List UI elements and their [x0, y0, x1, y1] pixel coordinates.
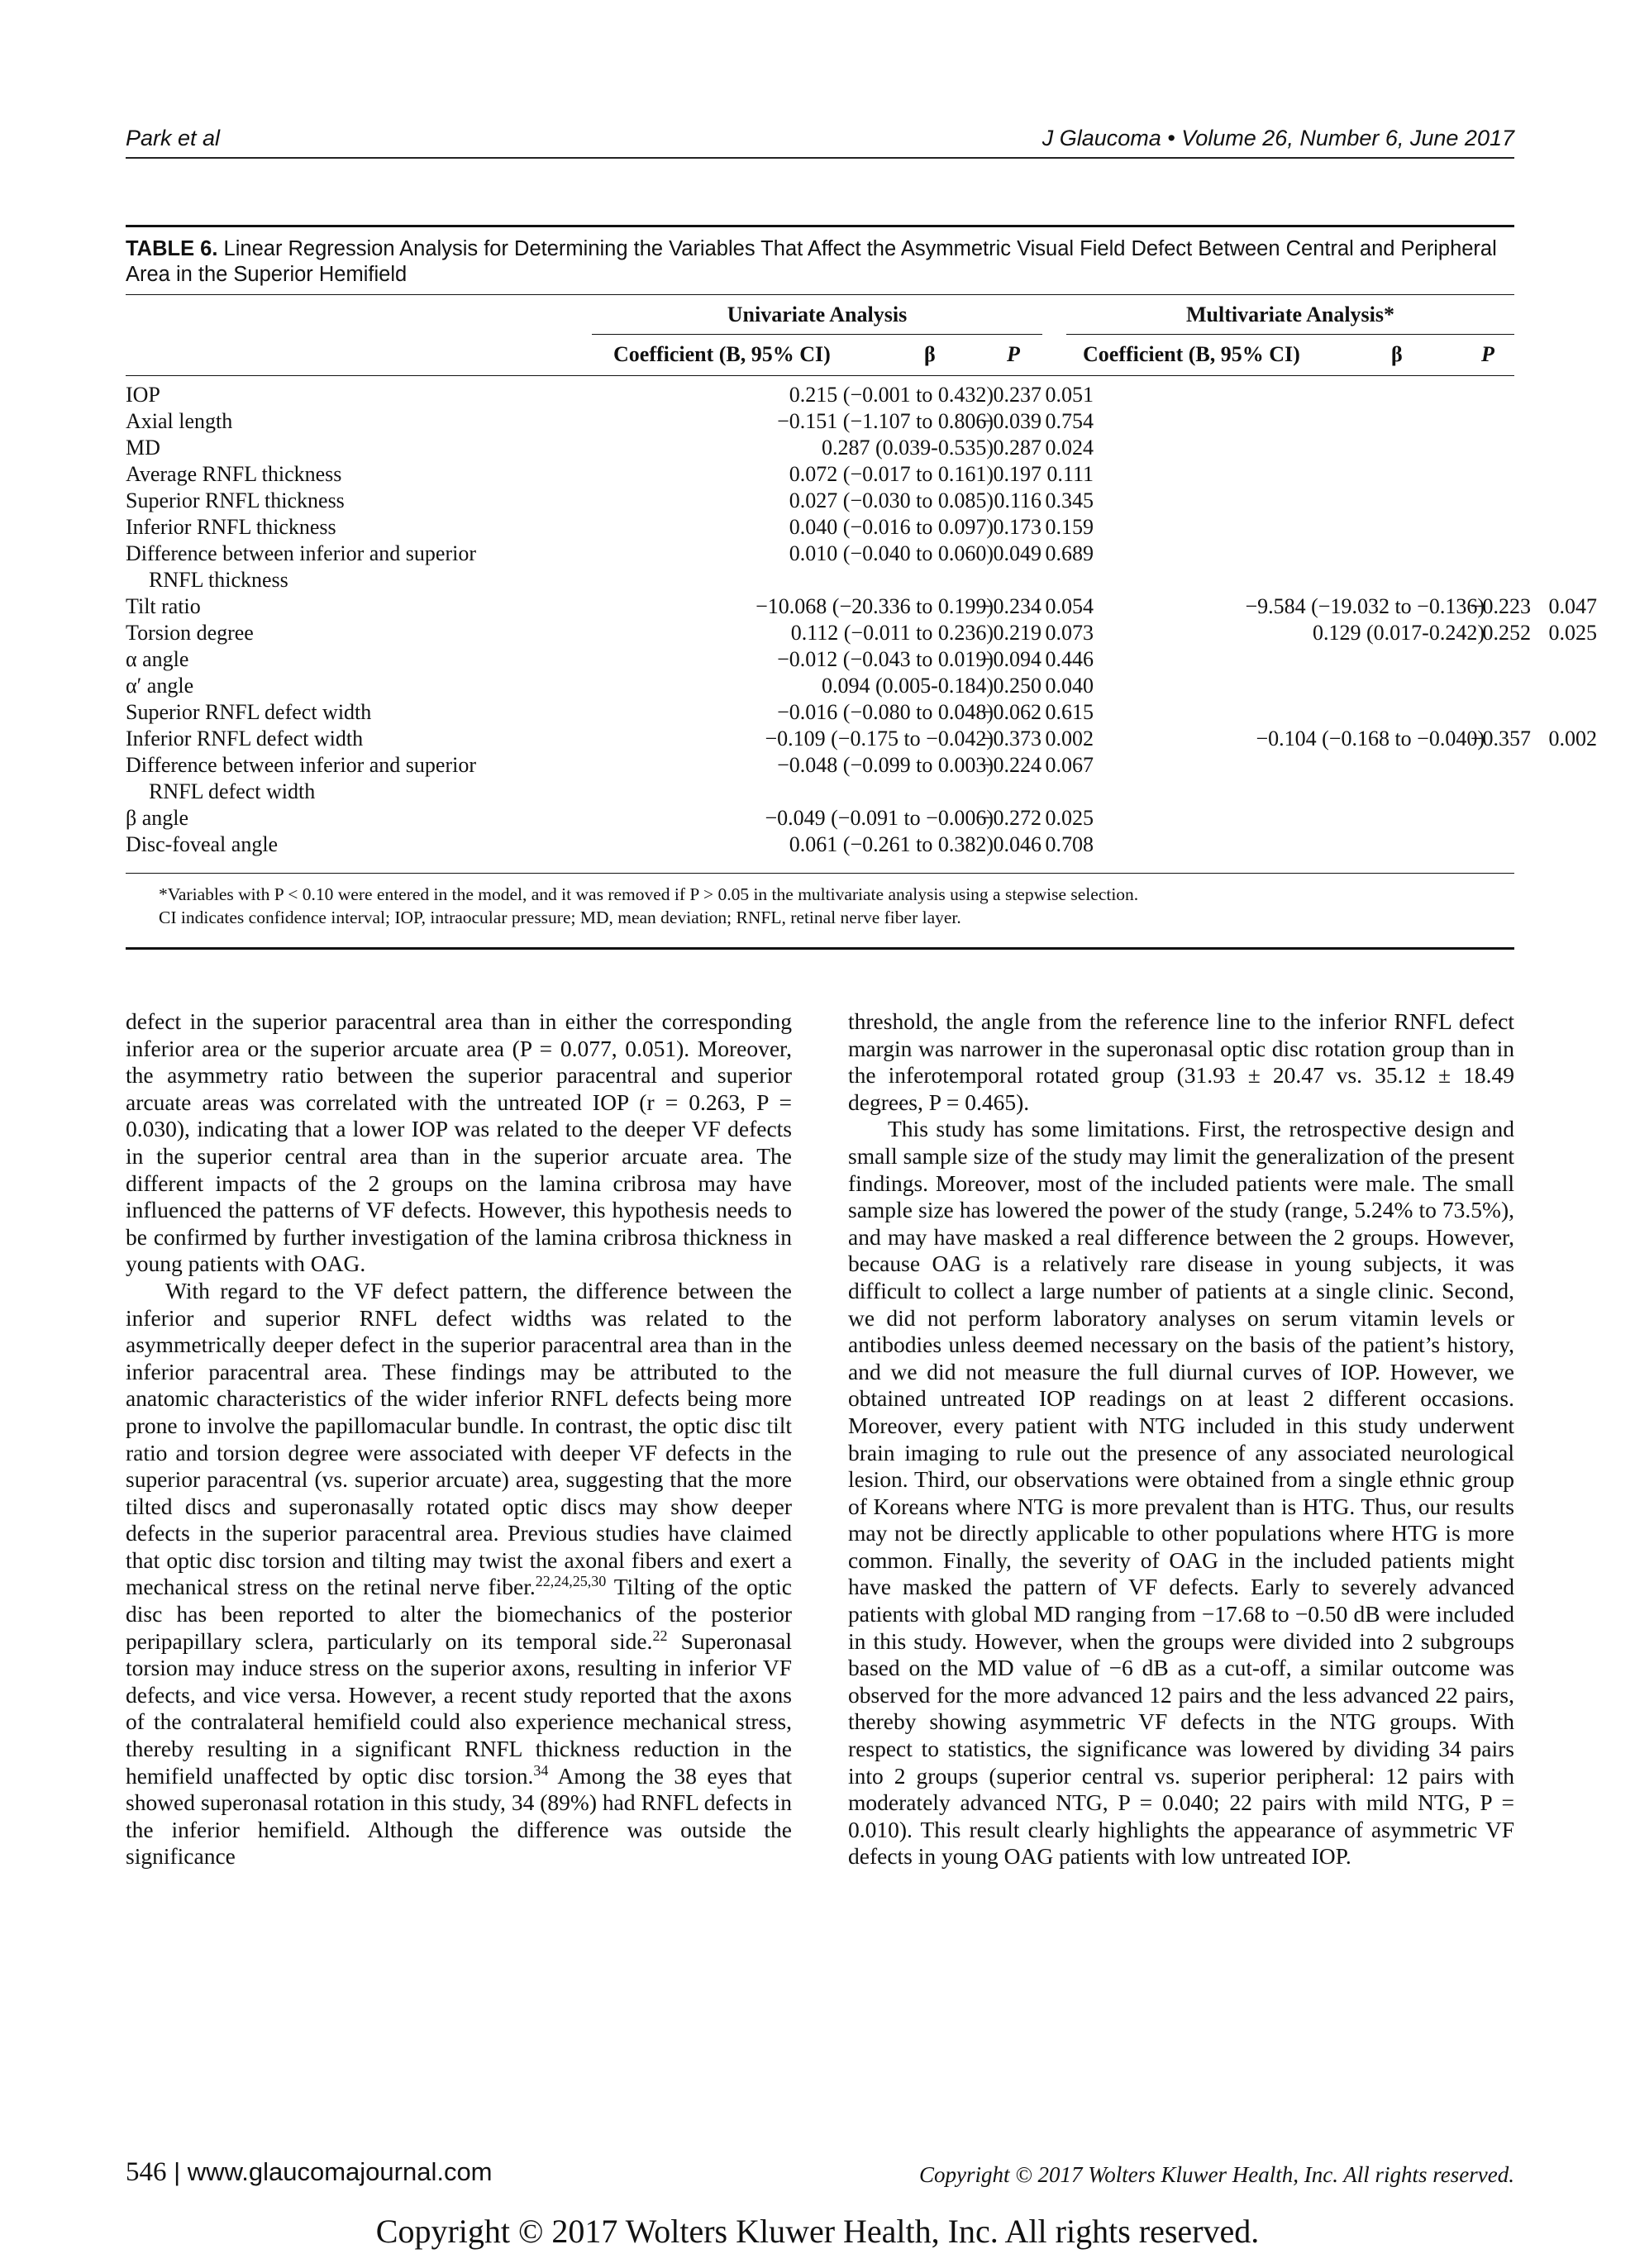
paragraph: defect in the superior paracentral area than in either the corresponding inferior area or the superior arcuate area (P = 0.077, 0.051). Moreover, the asymmetry ratio between the superior paracentral and superior arcuate areas was correlated with the untreated IOP (r = 0.263, P = 0.030), indicating that a lower IOP was related to the deeper VF defects in the superior central area than in the superior arcuate area. The different impacts of the 2 groups on the lamina cribrosa may have influenced the patterns of VF defects. However, this hypothesis needs to be confirmed by further investigation of the lamina cribrosa thickness in young patients with OAG.: [126, 1008, 792, 1277]
page-copyright-banner: Copyright © 2017 Wolters Kluwer Health, Inc. All rights reserved.: [375, 2213, 1260, 2250]
multivariate-rule: [1066, 334, 1514, 335]
cell-p: 0.024: [1045, 436, 1094, 460]
cell-p: 0.689: [1045, 541, 1094, 565]
cell-beta: −0.272: [980, 806, 1042, 830]
table-label: TABLE 6.: [126, 237, 218, 260]
cell-coefficient: 0.094 (0.005-0.184): [822, 674, 994, 698]
header-rule: [126, 157, 1514, 159]
text-run: Tilting of the optic disc has been reported to alter the biomechanics of the posterior peripapillary sclera, particularly on its temporal side.: [126, 1574, 792, 1654]
cell-p: 0.002: [1045, 727, 1094, 750]
table-row: [126, 726, 1597, 752]
body-column-right: [848, 1008, 1514, 1870]
text-run: With regard to the VF defect pattern, the difference between the inferior and superior RNFL defect widths was related to the asymmetrically deeper defect in the superior paracentral area than in the inferior paracentral area. These findings may be attributed to the anatomic characteristics of the wider inferior RNFL defects being more prone to involve the papillomacular bundle. In contrast, the optic disc tilt ratio and torsion degree were associated with deeper VF defects in the superior paracentral (vs. superior arcuate) area, suggesting that the more tilted discs and superonasally rotated optic discs may show deeper defects in the superior paracentral area. Previous studies have claimed that optic disc torsion and tilting may twist the axonal fibers and exert a mechanical stress on the retinal nerve fiber.: [126, 1277, 792, 1600]
row-variable: Difference between inferior and superior: [126, 753, 476, 777]
table-row: [126, 488, 1514, 514]
text-run: Superonasal torsion may induce stress on the superior axons, resulting in inferior VF defects, and vice versa. However, a recent study reported that the axons of the contralateral hemifield could also experience mechanical stress, thereby resulting in a significant RNFL thickness reduction in the hemifield unaffected by optic disc torsion.: [126, 1627, 792, 1789]
cell-p: 0.054: [1045, 594, 1094, 618]
cell-multivariate-p: 0.047: [1548, 594, 1597, 618]
table-row: [126, 699, 1514, 726]
row-variable-continued: RNFL defect width: [149, 779, 316, 803]
cell-beta: 0.173: [993, 515, 1042, 539]
cell-p: 0.159: [1045, 515, 1094, 539]
paragraph: threshold, the angle from the reference line to the inferior RNFL defect margin was narrower in the superonasal optic disc rotation group than in the inferotemporal rotated group (31.93 ± 20.47 vs. 35.12 ± 18.49 degrees, P = 0.465).: [848, 1008, 1514, 1115]
cell-beta: −0.234: [980, 594, 1042, 618]
table-row: [126, 831, 1514, 858]
table-row: [126, 435, 1514, 461]
cell-p: 0.345: [1045, 488, 1094, 512]
cell-beta: −0.062: [980, 700, 1042, 724]
table-top-rule: [126, 225, 1514, 227]
cell-beta: 0.237: [993, 383, 1042, 407]
cell-coefficient: −0.151 (−1.107 to 0.806): [777, 409, 994, 433]
table-end-rule: [126, 947, 1514, 950]
footer-copyright: Copyright © 2017 Wolters Kluwer Health, Inc. All rights reserved.: [919, 2162, 1514, 2187]
cell-multivariate-beta: −0.357: [1470, 727, 1531, 750]
row-variable-continued: RNFL thickness: [149, 568, 288, 592]
row-variable: Tilt ratio: [126, 594, 201, 618]
row-variable: Torsion degree: [126, 621, 254, 645]
table-row: [126, 593, 1597, 620]
multivariate-header: Multivariate Analysis*: [1185, 303, 1395, 326]
cell-p: 0.754: [1045, 409, 1094, 433]
cell-coefficient: 0.072 (−0.017 to 0.161): [789, 462, 994, 486]
table-row: [126, 805, 1514, 831]
cell-coefficient: −0.012 (−0.043 to 0.019): [777, 647, 994, 671]
table-row: [126, 514, 1514, 541]
citation: 22: [652, 1627, 668, 1644]
col-header-beta-univariate: β: [924, 342, 936, 366]
table-row: [126, 752, 1514, 805]
cell-coefficient: −0.048 (−0.099 to 0.003): [777, 753, 994, 777]
cell-beta: −0.224: [980, 753, 1042, 777]
cell-p: 0.615: [1045, 700, 1094, 724]
table-caption-text: Linear Regression Analysis for Determining the Variables That Affect the Asymmetric Visual Field Defect Between Central and Peripheral Area in the Superior Hemifield: [126, 237, 1497, 286]
cell-p: 0.025: [1045, 806, 1094, 830]
row-variable: β angle: [126, 806, 189, 830]
row-variable: Axial length: [126, 409, 233, 433]
table-bottom-rule: [126, 873, 1514, 874]
table-body: [126, 382, 1597, 858]
cell-coefficient: −0.109 (−0.175 to −0.042): [765, 727, 994, 750]
cell-beta: 0.219: [993, 621, 1042, 645]
cell-multivariate-p: 0.025: [1548, 621, 1597, 645]
cell-p: 0.708: [1045, 832, 1094, 856]
table-row: [126, 408, 1514, 435]
cell-multivariate-coefficient: −0.104 (−0.168 to −0.040): [1256, 727, 1485, 750]
cell-beta: 0.250: [993, 674, 1042, 698]
cell-coefficient: 0.040 (−0.016 to 0.097): [789, 515, 994, 539]
col-header-p-multivariate: P: [1481, 342, 1494, 366]
text-run: Among the 38 eyes that showed superonasal rotation in this study, 34 (89%) had RNFL defects in the inferior hemifield. Although the difference was outside the significance: [126, 1762, 792, 1870]
cell-multivariate-beta: 0.252: [1482, 621, 1531, 645]
table-row: [126, 461, 1514, 488]
cell-coefficient: 0.061 (−0.261 to 0.382): [789, 832, 994, 856]
cell-beta: 0.046: [993, 832, 1042, 856]
row-variable: Disc-foveal angle: [126, 832, 279, 856]
cell-coefficient: −0.016 (−0.080 to 0.048): [777, 700, 994, 724]
cell-coefficient: 0.010 (−0.040 to 0.060): [789, 541, 994, 565]
cell-coefficient: 0.215 (−0.001 to 0.432): [789, 383, 994, 407]
table-caption: [126, 236, 1514, 288]
col-header-p-univariate: P: [1007, 342, 1020, 366]
univariate-header: Univariate Analysis: [727, 303, 908, 326]
cell-coefficient: 0.027 (−0.030 to 0.085): [789, 488, 994, 512]
row-variable: Inferior RNFL thickness: [126, 515, 336, 539]
table-row: [126, 382, 1514, 408]
cell-beta: 0.287: [993, 436, 1042, 460]
paragraph: This study has some limitations. First, the retrospective design and small sample size of the study may limit the generalization of the present findings. Moreover, most of the included patients were male. The small sample size has lowered the power of the study (range, 5.24% to 73.5%), and may have masked a real difference between the 2 groups. However, because OAG is a relatively rare disease in young subjects, it was difficult to collect a large number of patients at a single clinic. Second, we did not perform laboratory analyses on serum vitamin levels or antibodies unless deemed necessary on the basis of the patient’s history, and we did not measure the full diurnal curves of IOP. However, we obtained untreated IOP readings on at least 2 different occasions. Moreover, every patient with NTG included in this study underwent brain imaging to rule out the presence of any associated neurological lesion. Third, our observations were obtained from a single ethnic group of Koreans where NTG is more prevalent than is HTG. Thus, our results may not be directly applicable to other populations where HTG is more common. Finally, the severity of OAG in the included patients might have masked the pattern of VF defects. Early to severely advanced patients with global MD ranging from −17.68 to −0.50 dB were included in this study. However, when the groups were divided into 2 subgroups based on the MD value of −6 dB as a cut-off, a similar outcome was observed for the more advanced 12 pairs and the less advanced 22 pairs, thereby showing asymmetric VF defects in the NTG groups. With respect to statistics, the significance was lowered by dividing 34 pairs into 2 groups (superior central vs. superior peripheral: 12 pairs with moderately advanced NTG, P = 0.040; 22 pairs with mild NTG, P = 0.010). This result clearly highlights the appearance of asymmetric VF defects in young OAG patients with low untreated IOP.: [848, 1116, 1514, 1870]
row-variable: α′ angle: [126, 674, 194, 698]
cell-beta: 0.049: [993, 541, 1042, 565]
cell-multivariate-coefficient: 0.129 (0.017-0.242): [1313, 621, 1485, 645]
body-column-left: [126, 1008, 792, 1870]
cell-beta: 0.197: [993, 462, 1042, 486]
col-header-coefficient-multivariate: Coefficient (B, 95% CI): [1083, 342, 1300, 366]
page-number: 546: [126, 2157, 167, 2187]
cell-p: 0.051: [1045, 383, 1094, 407]
cell-coefficient: −10.068 (−20.336 to 0.199): [756, 594, 994, 618]
cell-beta: −0.094: [980, 647, 1042, 671]
column-header-rule: [126, 375, 1514, 376]
row-variable: Average RNFL thickness: [126, 462, 342, 486]
footer-page-info: [126, 2157, 493, 2188]
running-header-author: Park et al: [126, 126, 221, 150]
table-row: [126, 620, 1597, 646]
journal-website: | www.glaucomajournal.com: [174, 2157, 493, 2186]
row-variable: Inferior RNFL defect width: [126, 727, 364, 750]
cell-coefficient: 0.287 (0.039-0.535): [822, 436, 994, 460]
table-caption-rule: [126, 294, 1514, 295]
col-header-coefficient-univariate: Coefficient (B, 95% CI): [613, 342, 831, 366]
cell-multivariate-beta: −0.223: [1470, 594, 1531, 618]
row-variable: α angle: [126, 647, 189, 671]
row-variable: Superior RNFL defect width: [126, 700, 372, 724]
running-header-journal: J Glaucoma • Volume 26, Number 6, June 2017: [1042, 126, 1514, 150]
table-row: [126, 673, 1514, 699]
table-footnotes: [159, 883, 1514, 929]
table-footnote: *Variables with P < 0.10 were entered in the model, and it was removed if P > 0.05 in the multivariate analysis using a stepwise selection.: [159, 884, 1139, 904]
table-abbreviations: CI indicates confidence interval; IOP, intraocular pressure; MD, mean deviation; RNFL, retinal nerve fiber layer.: [159, 908, 961, 927]
table-row: [126, 646, 1514, 673]
table-row: [126, 541, 1514, 593]
cell-beta: −0.373: [980, 727, 1042, 750]
cell-beta: −0.039: [980, 409, 1042, 433]
row-variable: IOP: [126, 383, 160, 407]
row-variable: Superior RNFL thickness: [126, 488, 345, 512]
citation: 22,24,25,30: [535, 1573, 607, 1590]
cell-multivariate-p: 0.002: [1548, 727, 1597, 750]
univariate-rule: [592, 334, 1042, 335]
cell-p: 0.446: [1045, 647, 1094, 671]
cell-coefficient: 0.112 (−0.011 to 0.236): [790, 621, 994, 645]
cell-p: 0.067: [1045, 753, 1094, 777]
row-variable: MD: [126, 436, 160, 460]
row-variable: Difference between inferior and superior: [126, 541, 476, 565]
cell-p: 0.040: [1045, 674, 1094, 698]
cell-multivariate-coefficient: −9.584 (−19.032 to −0.136): [1245, 594, 1485, 618]
paragraph: [126, 1278, 792, 1870]
col-header-beta-multivariate: β: [1391, 342, 1403, 366]
citation: 34: [533, 1761, 549, 1779]
cell-coefficient: −0.049 (−0.091 to −0.006): [765, 806, 994, 830]
cell-beta: 0.116: [994, 488, 1042, 512]
cell-p: 0.111: [1046, 462, 1094, 486]
cell-p: 0.073: [1045, 621, 1094, 645]
